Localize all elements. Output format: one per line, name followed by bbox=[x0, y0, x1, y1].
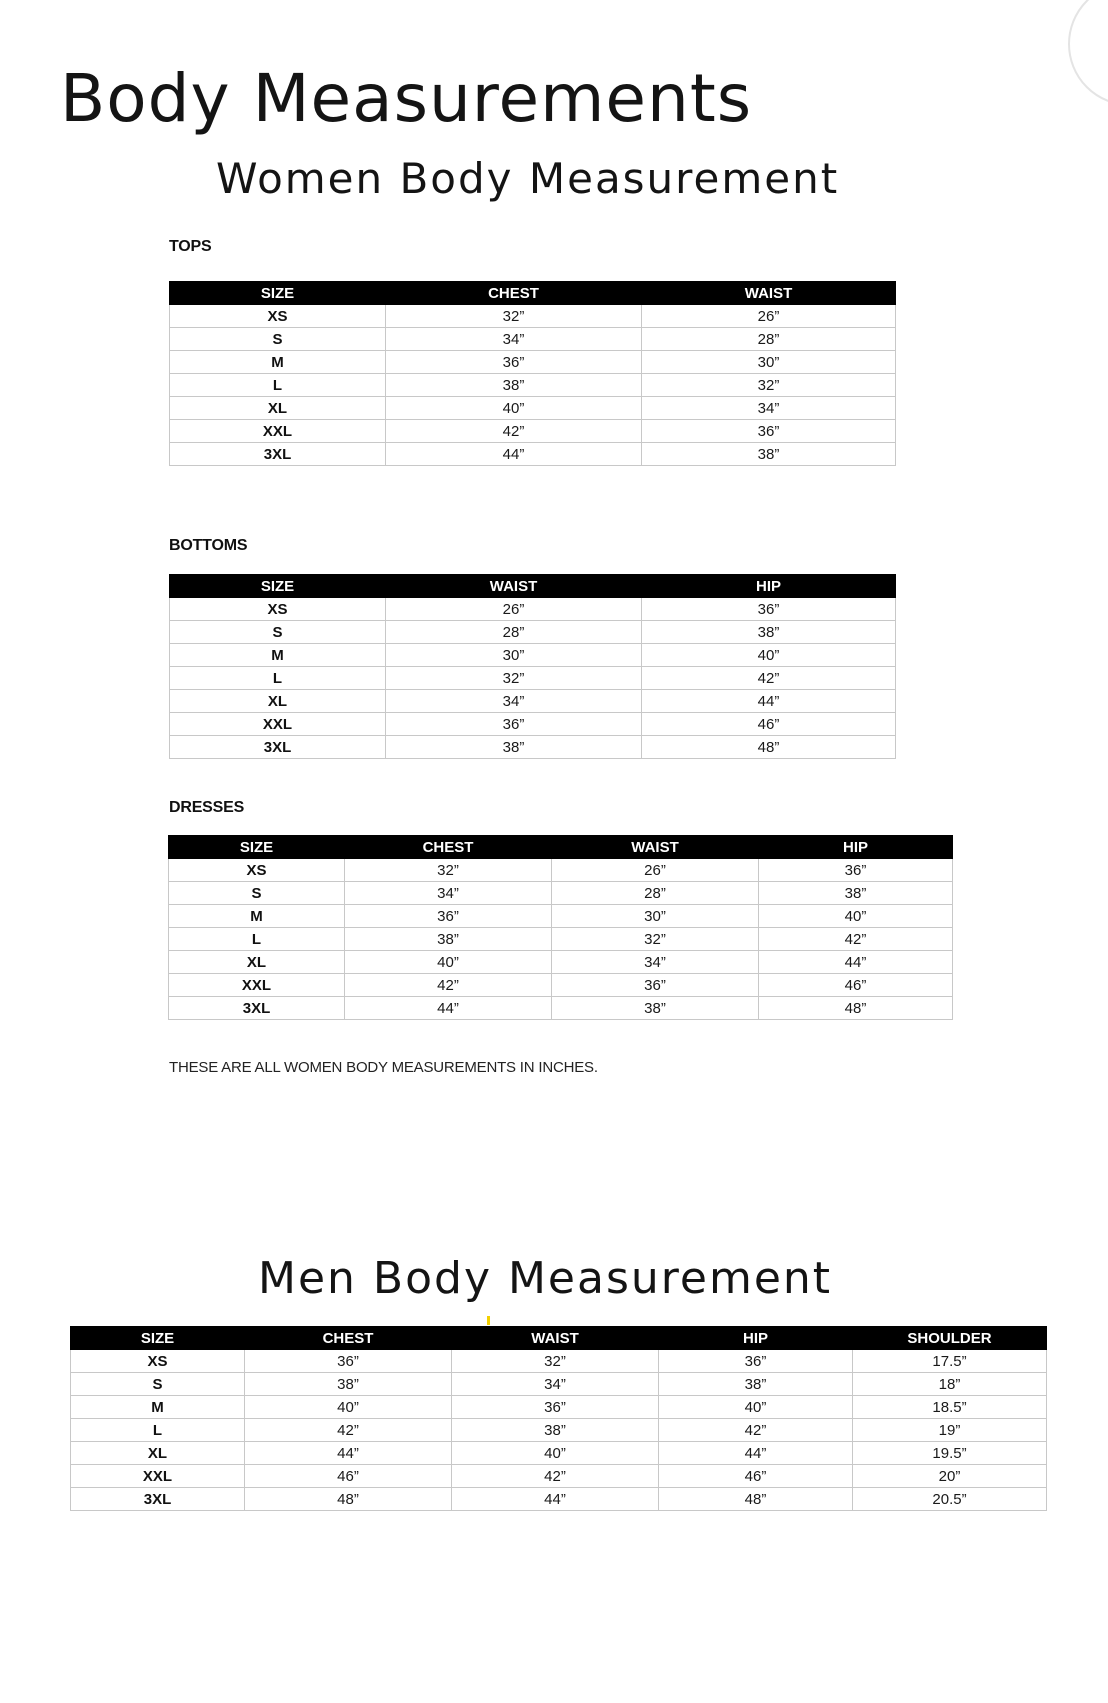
measurement-cell: 44” bbox=[452, 1488, 659, 1511]
table-row bbox=[71, 1465, 1047, 1488]
measurement-cell: 34” bbox=[386, 328, 642, 351]
measurement-cell: 38” bbox=[386, 736, 642, 759]
tops-table bbox=[169, 281, 896, 466]
header-row bbox=[170, 282, 896, 305]
measurement-cell: 32” bbox=[642, 374, 896, 397]
column-header: HIP bbox=[659, 1327, 853, 1350]
measurement-cell: 32” bbox=[552, 928, 759, 951]
measurement-cell: 42” bbox=[452, 1465, 659, 1488]
measurement-cell: 40” bbox=[345, 951, 552, 974]
measurement-cell: 36” bbox=[452, 1396, 659, 1419]
measurement-cell: 46” bbox=[659, 1465, 853, 1488]
column-header: SIZE bbox=[71, 1327, 245, 1350]
table-row bbox=[71, 1419, 1047, 1442]
table-row bbox=[170, 690, 896, 713]
dresses-table bbox=[168, 835, 953, 1020]
table-row bbox=[169, 905, 953, 928]
measurement-cell: 34” bbox=[552, 951, 759, 974]
size-cell: 3XL bbox=[170, 736, 386, 759]
measurement-cell: 44” bbox=[386, 443, 642, 466]
size-cell: XL bbox=[170, 690, 386, 713]
size-cell: XXL bbox=[170, 420, 386, 443]
measurement-cell: 38” bbox=[642, 621, 896, 644]
table-row bbox=[71, 1373, 1047, 1396]
measurement-cell: 18” bbox=[853, 1373, 1047, 1396]
size-cell: M bbox=[170, 644, 386, 667]
measurement-cell: 36” bbox=[245, 1350, 452, 1373]
page-title: Body Measurements bbox=[60, 60, 753, 137]
size-cell: XXL bbox=[169, 974, 345, 997]
measurement-cell: 20” bbox=[853, 1465, 1047, 1488]
measurement-cell: 44” bbox=[642, 690, 896, 713]
size-cell: XS bbox=[71, 1350, 245, 1373]
column-header: SIZE bbox=[170, 282, 386, 305]
measurement-cell: 48” bbox=[659, 1488, 853, 1511]
size-cell: S bbox=[169, 882, 345, 905]
size-cell: 3XL bbox=[169, 997, 345, 1020]
table-row bbox=[71, 1442, 1047, 1465]
measurement-cell: 30” bbox=[642, 351, 896, 374]
measurement-cell: 19” bbox=[853, 1419, 1047, 1442]
measurement-cell: 17.5” bbox=[853, 1350, 1047, 1373]
measurement-cell: 28” bbox=[386, 621, 642, 644]
measurement-cell: 42” bbox=[759, 928, 953, 951]
column-header: WAIST bbox=[642, 282, 896, 305]
column-header: WAIST bbox=[552, 836, 759, 859]
measurement-cell: 20.5” bbox=[853, 1488, 1047, 1511]
table-row bbox=[170, 351, 896, 374]
table-row bbox=[170, 443, 896, 466]
size-cell: XL bbox=[170, 397, 386, 420]
table-row bbox=[169, 882, 953, 905]
measurement-cell: 38” bbox=[386, 374, 642, 397]
yellow-mark bbox=[487, 1316, 490, 1325]
measurement-cell: 40” bbox=[386, 397, 642, 420]
measurement-cell: 36” bbox=[386, 351, 642, 374]
table-row bbox=[170, 644, 896, 667]
table-row bbox=[71, 1350, 1047, 1373]
measurement-cell: 46” bbox=[245, 1465, 452, 1488]
measurement-cell: 36” bbox=[642, 420, 896, 443]
size-cell: 3XL bbox=[71, 1488, 245, 1511]
measurement-cell: 18.5” bbox=[853, 1396, 1047, 1419]
dresses-label: DRESSES bbox=[169, 799, 245, 816]
men-heading: Men Body Measurement bbox=[258, 1253, 833, 1304]
measurement-cell: 42” bbox=[245, 1419, 452, 1442]
measurement-cell: 28” bbox=[552, 882, 759, 905]
size-cell: L bbox=[169, 928, 345, 951]
measurement-cell: 30” bbox=[386, 644, 642, 667]
table-row bbox=[71, 1488, 1047, 1511]
measurement-cell: 42” bbox=[659, 1419, 853, 1442]
column-header: CHEST bbox=[345, 836, 552, 859]
column-header: CHEST bbox=[245, 1327, 452, 1350]
measurement-cell: 32” bbox=[386, 305, 642, 328]
size-cell: XL bbox=[169, 951, 345, 974]
table-row bbox=[170, 374, 896, 397]
size-cell: XL bbox=[71, 1442, 245, 1465]
size-cell: XXL bbox=[170, 713, 386, 736]
measurement-cell: 42” bbox=[345, 974, 552, 997]
size-cell: XXL bbox=[71, 1465, 245, 1488]
column-header: WAIST bbox=[386, 575, 642, 598]
measurement-cell: 38” bbox=[345, 928, 552, 951]
measurement-cell: 42” bbox=[642, 667, 896, 690]
size-cell: XS bbox=[170, 305, 386, 328]
tops-label: TOPS bbox=[169, 238, 212, 255]
measurement-cell: 38” bbox=[659, 1373, 853, 1396]
table-row bbox=[169, 951, 953, 974]
measurement-cell: 48” bbox=[245, 1488, 452, 1511]
size-cell: M bbox=[169, 905, 345, 928]
measurement-cell: 38” bbox=[552, 997, 759, 1020]
measurement-cell: 44” bbox=[245, 1442, 452, 1465]
measurement-cell: 46” bbox=[642, 713, 896, 736]
measurement-cell: 32” bbox=[386, 667, 642, 690]
measurement-cell: 34” bbox=[452, 1373, 659, 1396]
measurement-cell: 44” bbox=[659, 1442, 853, 1465]
measurement-cell: 32” bbox=[452, 1350, 659, 1373]
table-row bbox=[170, 621, 896, 644]
measurement-cell: 44” bbox=[759, 951, 953, 974]
measurement-cell: 36” bbox=[642, 598, 896, 621]
table-row bbox=[170, 397, 896, 420]
measurement-cell: 19.5” bbox=[853, 1442, 1047, 1465]
table-row bbox=[170, 736, 896, 759]
measurement-cell: 36” bbox=[759, 859, 953, 882]
column-header: WAIST bbox=[452, 1327, 659, 1350]
size-cell: M bbox=[170, 351, 386, 374]
column-header: SIZE bbox=[169, 836, 345, 859]
measurement-cell: 38” bbox=[759, 882, 953, 905]
measurement-cell: 40” bbox=[642, 644, 896, 667]
table-row bbox=[170, 713, 896, 736]
corner-circle-decoration bbox=[1068, 0, 1108, 106]
table-row bbox=[170, 328, 896, 351]
table-row bbox=[170, 420, 896, 443]
table-row bbox=[169, 859, 953, 882]
header-row bbox=[71, 1327, 1047, 1350]
size-cell: S bbox=[170, 328, 386, 351]
size-cell: L bbox=[71, 1419, 245, 1442]
measurement-cell: 26” bbox=[552, 859, 759, 882]
measurement-cell: 28” bbox=[642, 328, 896, 351]
measurement-cell: 38” bbox=[642, 443, 896, 466]
header-row bbox=[169, 836, 953, 859]
size-cell: L bbox=[170, 667, 386, 690]
column-header: HIP bbox=[759, 836, 953, 859]
table-row bbox=[71, 1396, 1047, 1419]
size-cell: L bbox=[170, 374, 386, 397]
bottoms-table bbox=[169, 574, 896, 759]
table-row bbox=[169, 997, 953, 1020]
header-row bbox=[170, 575, 896, 598]
column-header: SIZE bbox=[170, 575, 386, 598]
men-table bbox=[70, 1326, 1047, 1511]
size-cell: S bbox=[71, 1373, 245, 1396]
column-header: CHEST bbox=[386, 282, 642, 305]
table-row bbox=[169, 974, 953, 997]
column-header: HIP bbox=[642, 575, 896, 598]
measurement-cell: 48” bbox=[759, 997, 953, 1020]
measurement-cell: 38” bbox=[245, 1373, 452, 1396]
measurement-note: THESE ARE ALL WOMEN BODY MEASUREMENTS IN INCHES. bbox=[169, 1059, 598, 1076]
table-row bbox=[169, 928, 953, 951]
measurement-cell: 30” bbox=[552, 905, 759, 928]
size-cell: XS bbox=[170, 598, 386, 621]
size-cell: M bbox=[71, 1396, 245, 1419]
size-cell: 3XL bbox=[170, 443, 386, 466]
column-header: SHOULDER bbox=[853, 1327, 1047, 1350]
table-row bbox=[170, 667, 896, 690]
measurement-cell: 34” bbox=[345, 882, 552, 905]
measurement-cell: 34” bbox=[642, 397, 896, 420]
size-cell: XS bbox=[169, 859, 345, 882]
measurement-cell: 38” bbox=[452, 1419, 659, 1442]
measurement-cell: 42” bbox=[386, 420, 642, 443]
size-cell: S bbox=[170, 621, 386, 644]
measurement-cell: 34” bbox=[386, 690, 642, 713]
measurement-cell: 48” bbox=[642, 736, 896, 759]
measurement-cell: 36” bbox=[345, 905, 552, 928]
measurement-cell: 40” bbox=[245, 1396, 452, 1419]
table-row bbox=[170, 598, 896, 621]
bottoms-label: BOTTOMS bbox=[169, 537, 248, 554]
measurement-cell: 40” bbox=[759, 905, 953, 928]
measurement-cell: 32” bbox=[345, 859, 552, 882]
table-row bbox=[170, 305, 896, 328]
measurement-cell: 46” bbox=[759, 974, 953, 997]
measurement-cell: 44” bbox=[345, 997, 552, 1020]
measurement-cell: 26” bbox=[386, 598, 642, 621]
measurement-cell: 36” bbox=[552, 974, 759, 997]
measurement-cell: 40” bbox=[659, 1396, 853, 1419]
women-heading: Women Body Measurement bbox=[216, 154, 840, 203]
measurement-cell: 36” bbox=[386, 713, 642, 736]
measurement-cell: 40” bbox=[452, 1442, 659, 1465]
measurement-cell: 36” bbox=[659, 1350, 853, 1373]
measurement-cell: 26” bbox=[642, 305, 896, 328]
